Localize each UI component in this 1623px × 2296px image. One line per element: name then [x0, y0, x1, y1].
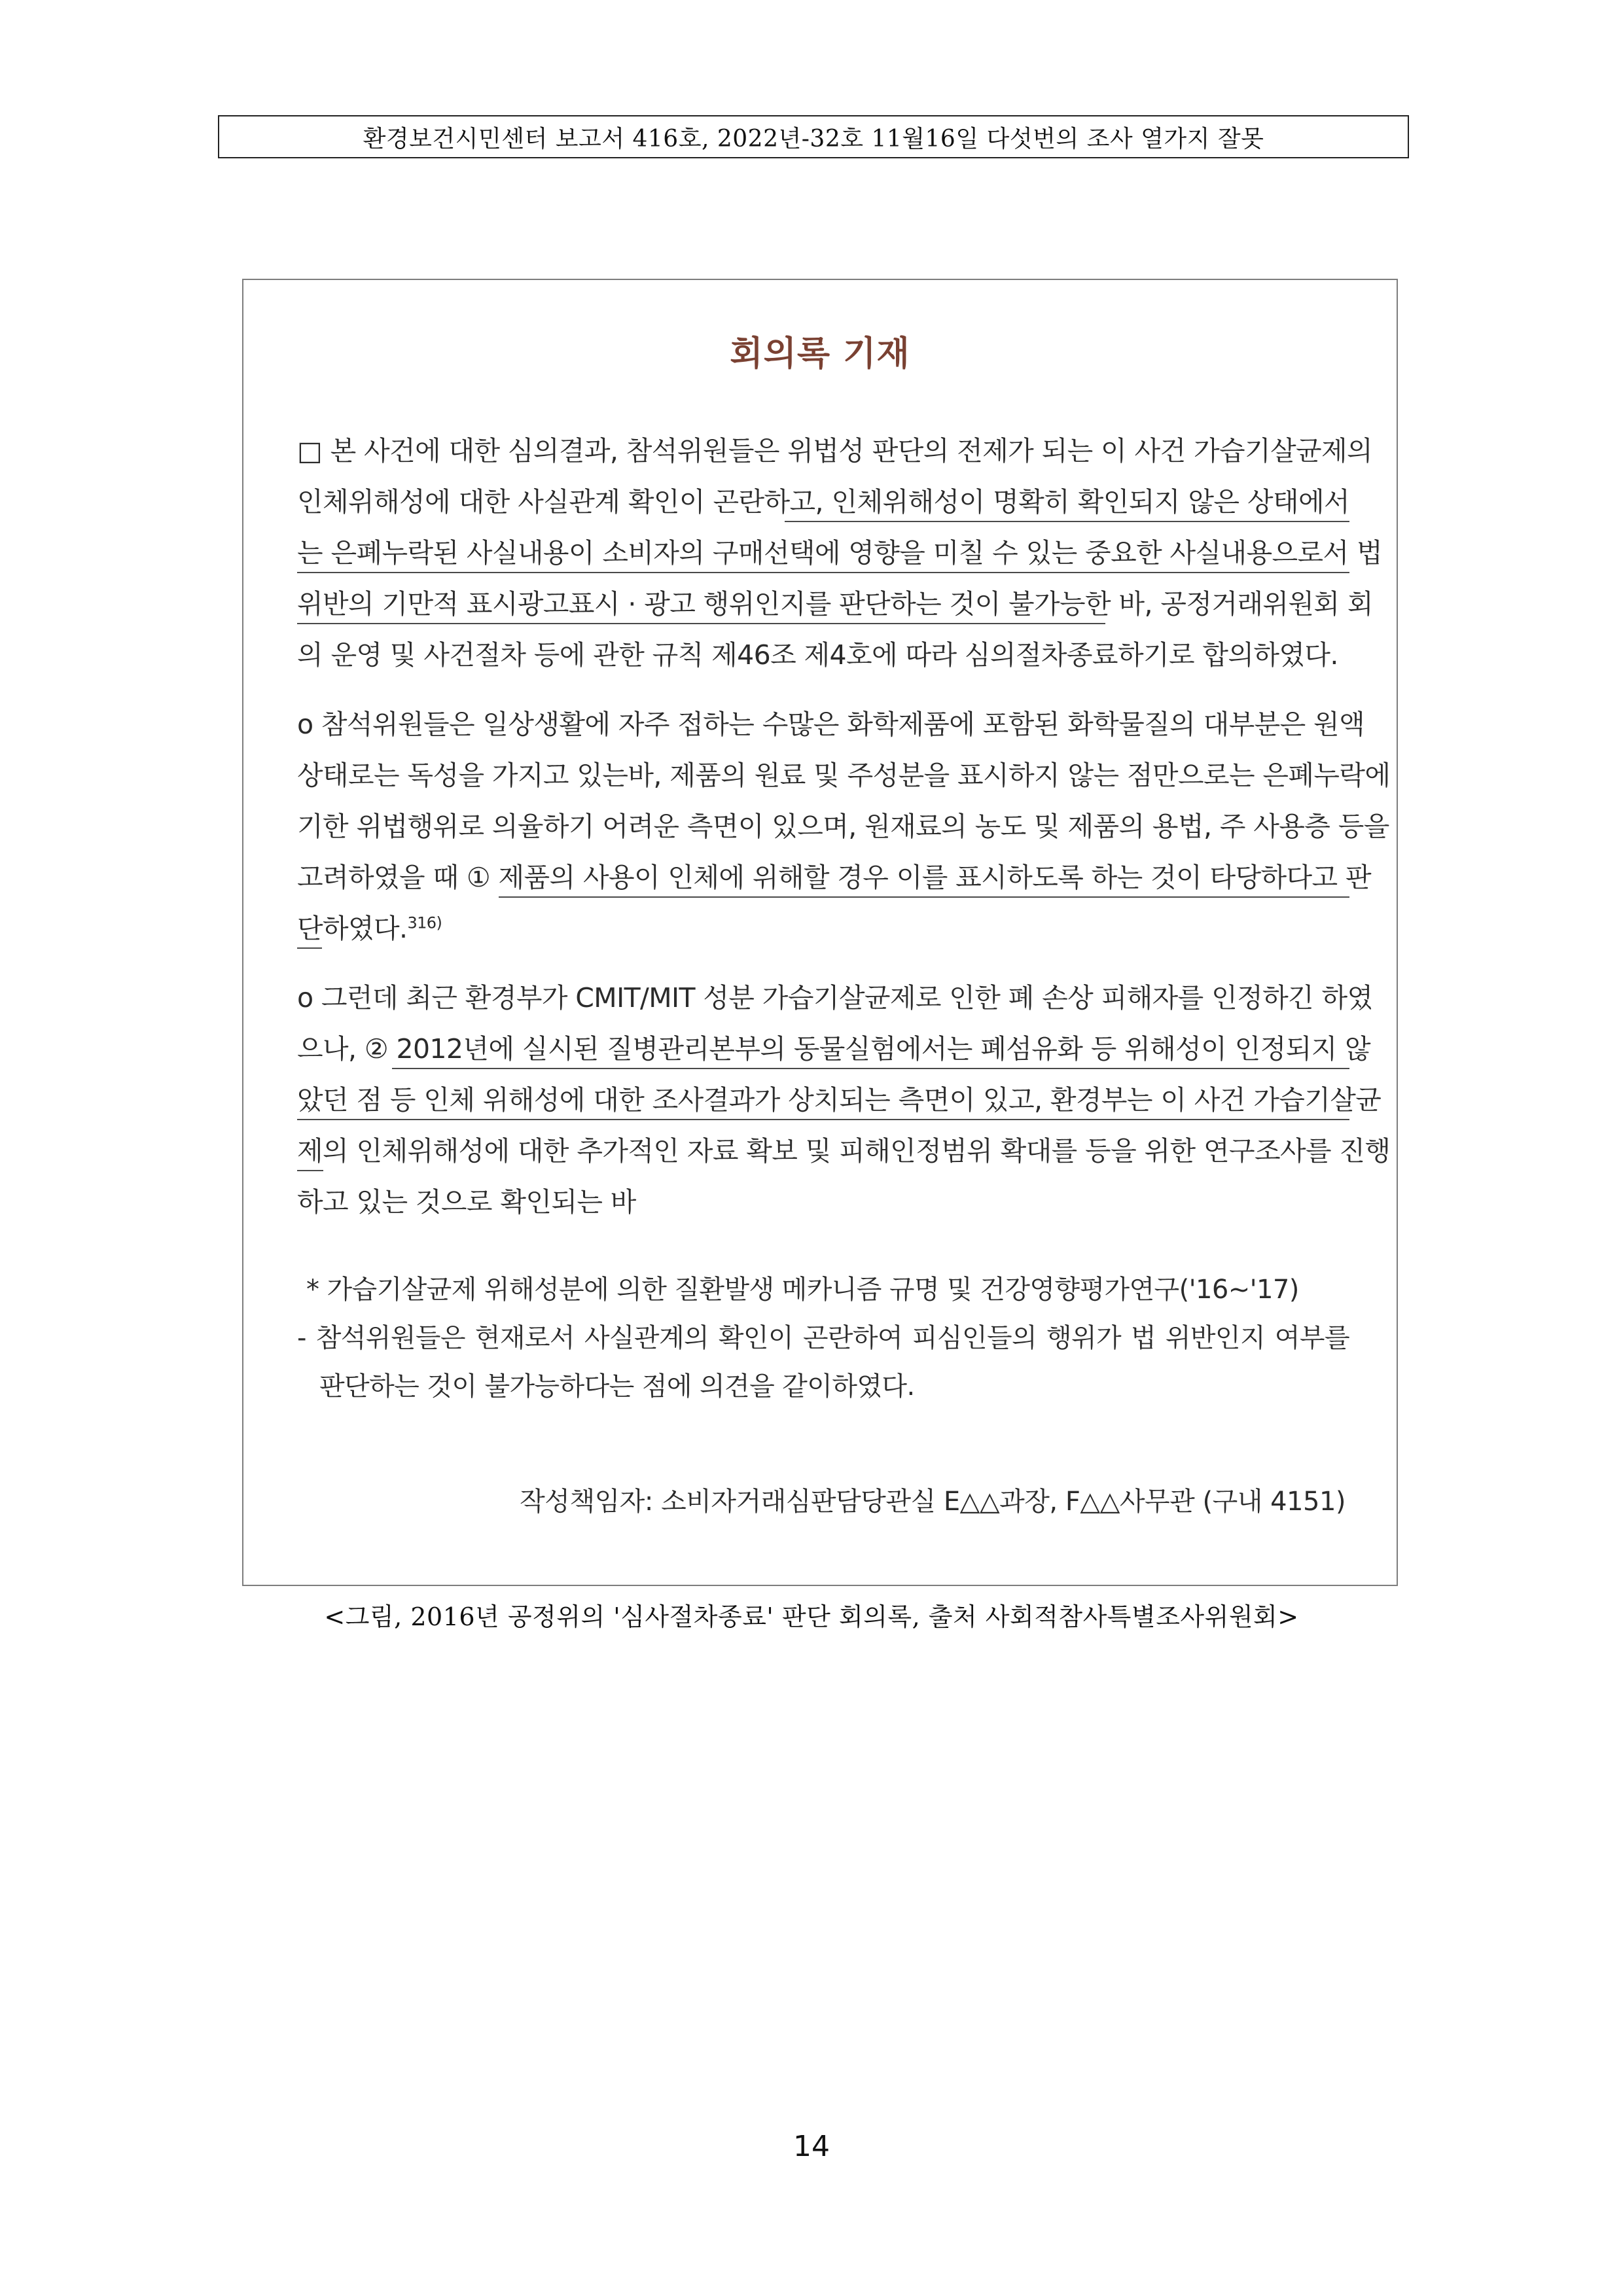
figure-caption: <그림, 2016년 공정위의 '심사절차종료' 판단 회의록, 출처 사회적참사특별조사위원회> [324, 1602, 1299, 1631]
note-section [297, 1265, 1349, 1411]
underline-mark [499, 896, 1349, 898]
text-line: 는 은폐누락된 사실내용이 소비자의 구매선택에 영향을 미칠 수 있는 중요한 사실내용으로서 법 [297, 527, 1349, 578]
text-line: 하고 있는 것으로 확인되는 바 [297, 1186, 636, 1218]
underline-mark [297, 1170, 323, 1171]
footnote-marker: 316) [407, 913, 442, 932]
text-line: 단하였다.$^{316)}$ [297, 903, 1349, 954]
paragraph-recent-findings [297, 972, 1391, 1227]
text-line: o 참석위원들은 일상생활에 자주 접하는 수많은 화학제품에 포함된 화학물질의 대부분은 원액 [297, 709, 1365, 740]
text-line: 상태로는 독성을 가지고 있는바, 제품의 원료 및 주성분을 표시하지 않는 점만으로는 은폐누락에 [297, 760, 1391, 791]
text-line: 의 운영 및 사건절차 등에 관한 규칙 제46조 제4호에 따라 심의절차종료하기로 합의하였다. [297, 639, 1338, 671]
report-header [218, 115, 1409, 158]
note-line: 판단하는 것이 불가능하다는 점에 의견을 같이하였다. [319, 1371, 915, 1402]
text-line: □ 본 사건에 대한 심의결과, 참석위원들은 위법성 판단의 전제가 되는 이 사건 가습기살균제의 [297, 435, 1372, 467]
underline-mark [785, 521, 1349, 522]
paragraph-committee-view [297, 699, 1391, 954]
text-line: 았던 점 등 인체 위해성에 대한 조사결과가 상치되는 측면이 있고, 환경부는 이 사건 가습기살균 [297, 1074, 1349, 1125]
underline-mark [392, 1068, 1349, 1069]
text-line: o 그런데 최근 환경부가 CMIT/MIT 성분 가습기살균제로 인한 폐 손상 피해자를 인정하긴 하였 [297, 982, 1373, 1014]
underline-mark [297, 572, 1349, 573]
panel-title: 회의록 기재 [730, 334, 910, 374]
note-line: * 가습기살균제 위해성분에 의한 질환발생 메카니즘 규명 및 건강영향평가연구('16~'17) [306, 1275, 1299, 1305]
underline-mark [297, 623, 1105, 624]
text-line: 위반의 기만적 표시광고표시 · 광고 행위인지를 판단하는 것이 불가능한 바, 공정거래위원회 회 [297, 578, 1349, 629]
text-line: 기한 위법행위로 의율하기 어려운 측면이 있으며, 원재료의 농도 및 제품의 용법, 주 사용층 등을 [297, 811, 1389, 842]
paragraph-deliberation-result [297, 425, 1382, 680]
underline-mark [297, 947, 322, 949]
minutes-excerpt-panel [242, 279, 1398, 1586]
page-number: 14 [793, 2130, 830, 2163]
text-line: 고려하였을 때 ① 제품의 사용이 인체에 위해할 경우 이를 표시하도록 하는 것이 타당하다고 판 [297, 852, 1349, 903]
text-line: 인체위해성에 대한 사실관계 확인이 곤란하고, 인체위해성이 명확히 확인되지 않은 상태에서 [297, 476, 1349, 527]
report-header-text: 환경보건시민센터 보고서 416호, 2022년-32호 11월16일 다섯번의 조사 열가지 잘못 [363, 125, 1264, 152]
text-line: 으나, ② 2012년에 실시된 질병관리본부의 동물실험에서는 폐섬유화 등 위해성이 인정되지 않 [297, 1023, 1349, 1074]
underline-mark [297, 1119, 1349, 1120]
note-line: - 참석위원들은 현재로서 사실관계의 확인이 곤란하여 피심인들의 행위가 법 위반인지 여부를 [297, 1323, 1349, 1353]
author-signature: 작성책임자: 소비자거래심판담당관실 E△△과장, F△△사무관 (구내 4151) [520, 1487, 1346, 1517]
text-line: 제의 인체위해성에 대한 추가적인 자료 확보 및 피해인정범위 확대를 등을 위한 연구조사를 진행 [297, 1125, 1349, 1176]
